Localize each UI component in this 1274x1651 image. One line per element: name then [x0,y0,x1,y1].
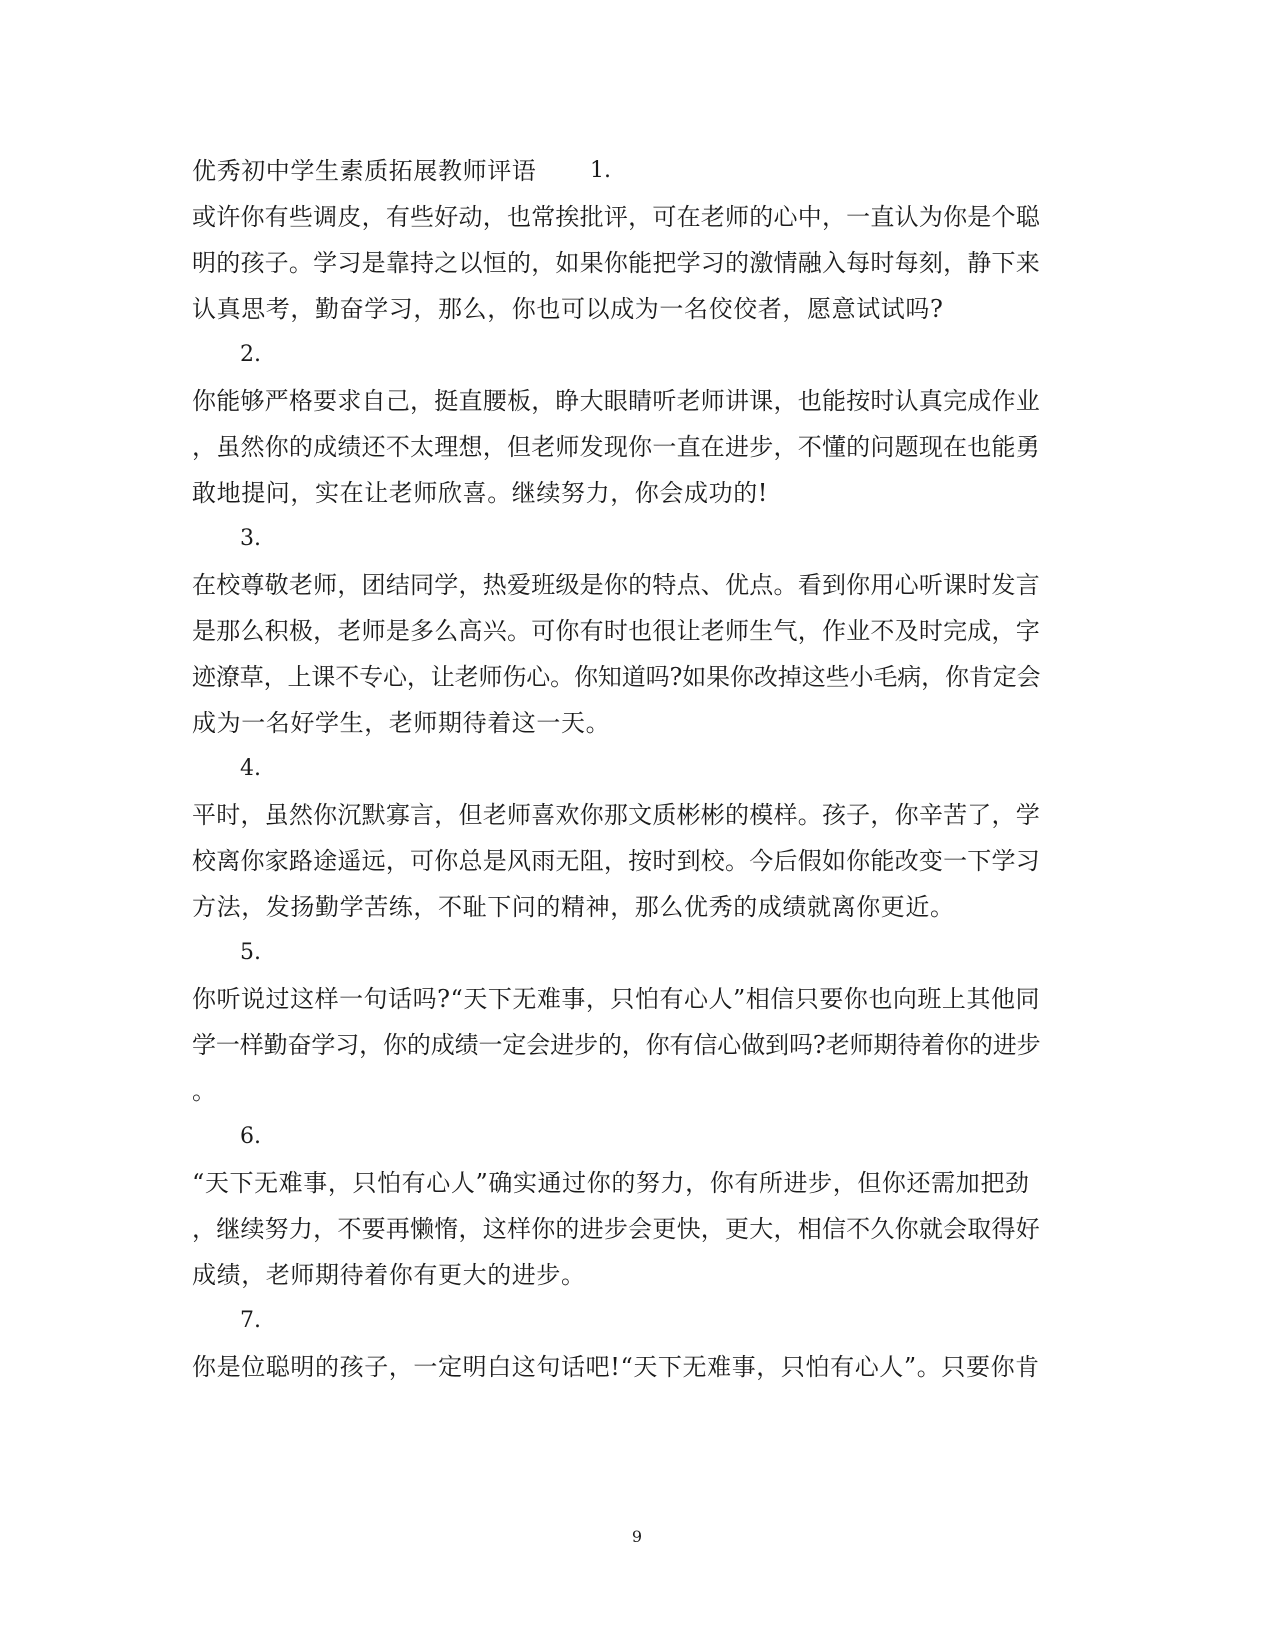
comment-5-line-3: 。 [192,1077,217,1105]
comment-3-line-1: 在校尊敬老师，团结同学，热爱班级是你的特点、优点。看到你用心听课时发言 [192,571,1040,599]
comment-1-line-2: 明的孩子。学习是靠持之以恒的，如果你能把学习的激情融入每时每刻，静下来 [192,249,1040,277]
comment-1-line-1: 或许你有些调皮，有些好动，也常挨批评，可在老师的心中，一直认为你是个聪 [192,203,1040,231]
comment-3-line-4: 成为一名好学生，老师期待着这一天。 [192,709,611,737]
comment-2-line-3: 敢地提问，实在让老师欣喜。继续努力，你会成功的! [192,479,769,507]
comment-4-line-2: 校离你家路途遥远，可你总是风雨无阻，按时到校。今后假如你能改变一下学习 [192,847,1040,875]
comment-6-line-2: ，继续努力，不要再懒惰，这样你的进步会更快，更大，相信不久你就会取得好 [192,1215,1040,1243]
document-title: 优秀初中学生素质拓展教师评语 [192,157,537,185]
comment-3-line-3: 迹潦草，上课不专心，让老师伤心。你知道吗?如果你改掉这些小毛病，你肯定会 [192,663,1041,691]
item-number-4: 4. [240,756,261,781]
item-number-3: 3. [240,526,261,551]
comment-4-line-3: 方法，发扬勤学苦练，不耻下问的精神，那么优秀的成绩就离你更近。 [192,893,955,921]
comment-4-line-1: 平时，虽然你沉默寡言，但老师喜欢你那文质彬彬的模样。孩子，你辛苦了，学 [192,801,1040,829]
item-number-1: 1. [590,158,611,183]
comment-6-line-1: “天下无难事，只怕有心人”确实通过你的努力，你有所进步，但你还需加把劲 [192,1169,1030,1197]
item-number-6: 6. [240,1124,261,1149]
comment-2-line-2: ，虽然你的成绩还不太理想，但老师发现你一直在进步，不懂的问题现在也能勇 [192,433,1040,461]
comment-2-line-1: 你能够严格要求自己，挺直腰板，睁大眼睛听老师讲课，也能按时认真完成作业 [192,387,1040,415]
item-number-2: 2. [240,342,261,367]
page-number: 9 [631,1527,643,1546]
item-number-7: 7. [240,1308,261,1333]
item-number-5: 5. [240,940,261,965]
comment-7-line-1: 你是位聪明的孩子，一定明白这句话吧!“天下无难事，只怕有心人”。只要你肯 [192,1353,1040,1381]
comment-1-line-3: 认真思考，勤奋学习，那么，你也可以成为一名佼佼者，愿意试试吗? [192,295,944,323]
comment-6-line-3: 成绩，老师期待着你有更大的进步。 [192,1261,586,1289]
comment-5-line-2: 学一样勤奋学习，你的成绩一定会进步的，你有信心做到吗?老师期待着你的进步 [192,1031,1041,1059]
comment-3-line-2: 是那么积极，老师是多么高兴。可你有时也很让老师生气，作业不及时完成，字 [192,617,1040,645]
comment-5-line-1: 你听说过这样一句话吗?“天下无难事，只怕有心人”相信只要你也向班上其他同 [192,985,1041,1013]
